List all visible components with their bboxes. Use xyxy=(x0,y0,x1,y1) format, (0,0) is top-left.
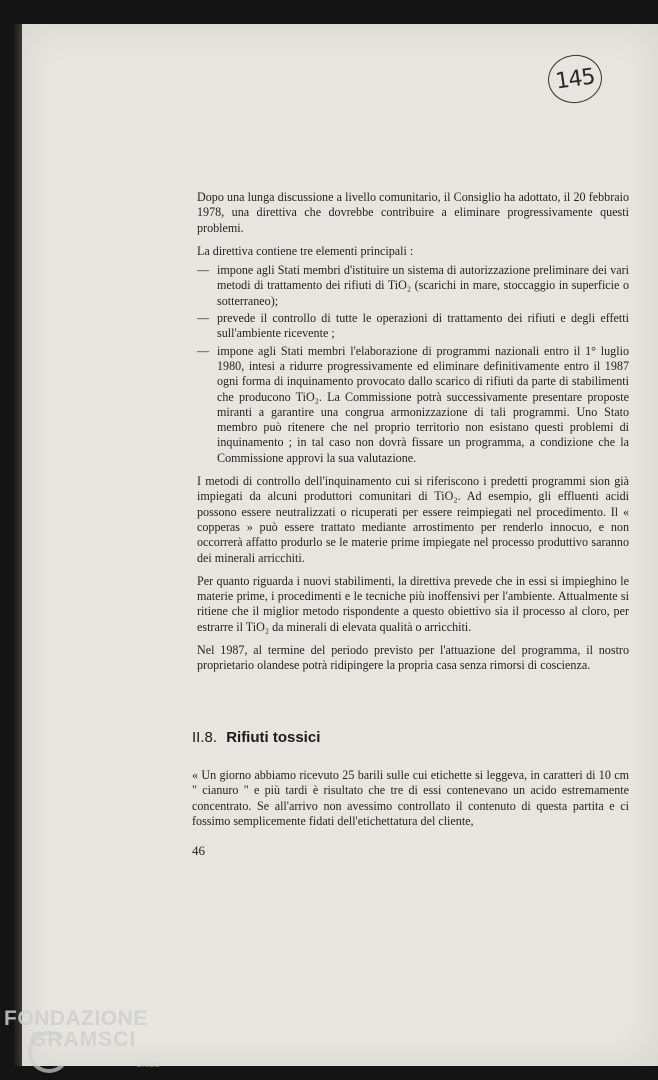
list-item xyxy=(197,311,629,342)
dash-icon: — xyxy=(197,263,210,278)
handwritten-page-stamp: 145 xyxy=(545,51,605,106)
section-number: II.8. xyxy=(192,729,218,746)
dash-icon: — xyxy=(197,311,210,326)
paragraph: I metodi di controllo dell'inquinamento cui si riferiscono i predetti programmi sion già impiegati da alcuni produttori comunitari di TiO₂. Ad esempio, gli effluenti acidi possono essere neutralizzati o ricuperati per essere reimpiegati nel procedimento. Il « copperas » può essere trattato mediante arrostimento per renderlo innocuo, e non occorrerà affatto produrlo se le materie prime impiegate nel processo produttivo saranno dei minerali arricchiti. xyxy=(197,474,629,565)
dash-icon: — xyxy=(197,343,210,358)
list-item-text: impone agli Stati membri d'istituire un sistema di autorizzazione preliminare dei vari metodi di trattamento dei rifiuti di TiO₂ (scarichi in mare, stoccaggio in superficie o sotterraneo); xyxy=(217,263,629,308)
watermark-logo xyxy=(4,1007,174,1077)
watermark-line2: GRAMSCI xyxy=(30,1028,137,1051)
watermark-line1: FONDAZIONE xyxy=(4,1007,148,1030)
principal-elements-list xyxy=(197,263,629,466)
body-text xyxy=(197,190,629,682)
list-item xyxy=(197,263,629,309)
list-item xyxy=(197,344,629,466)
list-item-text: prevede il controllo di tutte le operazioni di trattamento dei rifiuti e degli effetti sull'ambiente ricevente ; xyxy=(217,311,629,341)
paragraph: « Un giorno abbiamo ricevuto 25 barili sulle cui etichette si leggeva, in caratteri di 10 cm " cianuro " e più tardi è risultato che tre di essi contenevano un acido estremamente concentrato. Se all'arrivo non avessimo controllato il contenuto di questa partita e ci fossimo semplicemente fidati dell'etichettatura del cliente, xyxy=(192,768,629,828)
section-title: Rifiuti tossici xyxy=(226,729,321,746)
page-number: 46 xyxy=(192,843,205,858)
section-heading xyxy=(192,729,320,746)
page-edge xyxy=(14,24,22,1066)
list-item-text: impone agli Stati membri l'elaborazione di programmi nazionali entro il 1° luglio 1980, intesi a ridurre progressivamente ed eliminare definitivamente entro il 1987 ogni forma di inquinamento provocato dallo scarico di rifiuti da parte di stabilimenti che producono TiO₂. La Commissione potrà successivamente presentare proposte miranti a garantire una congrua armonizzazione di tali programmi. Uno Stato membro può ritenere che nel proprio territorio non esistano questi problemi di inquinamento ; in tal caso non dovrà fissare un programma, a condizione che la Commissione approvi la sua valutazione. xyxy=(217,343,629,465)
paragraph: Dopo una lunga discussione a livello comunitario, il Consiglio ha adottato, il 20 febbraio 1978, una direttiva che dovrebbe contribuire a eliminare progressivamente questi problemi. xyxy=(197,190,629,235)
list-lead: La direttiva contiene tre elementi principali : xyxy=(197,243,414,258)
paragraph: Nel 1987, al termine del periodo previsto per l'attuazione del programma, il nostro proprietario olandese potrà ridipingere la propria casa senza rimorsi di coscienza. xyxy=(197,643,629,673)
watermark-line3: onlus xyxy=(136,1059,160,1070)
paragraph: Per quanto riguarda i nuovi stabilimenti, la direttiva prevede che in essi si impieghino le materie prime, i procedimenti e le tecniche più inoffensivi per l'ambiente. Attualmente si ritiene che il miglior metodo rispondente a questo obiettivo sia il processo al cloro, per estrarre il TiO₂ da minerali di elevata qualità o arricchiti. xyxy=(197,573,629,634)
section-body xyxy=(192,768,629,829)
